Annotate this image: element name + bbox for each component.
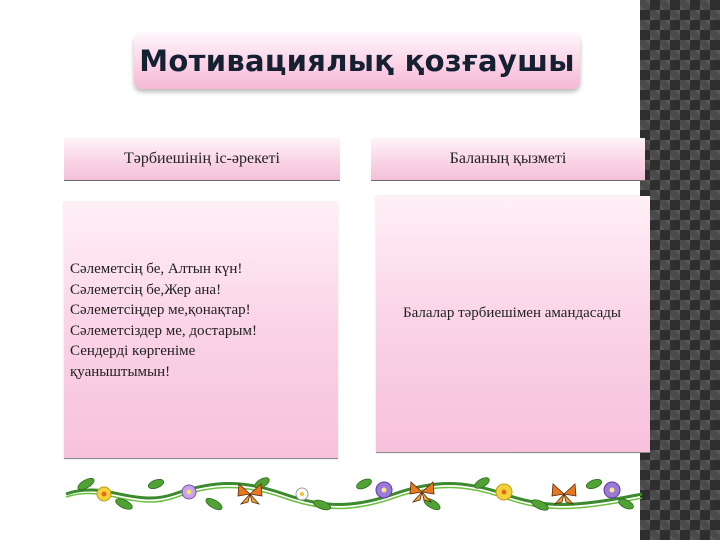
greeting-line: Сәлеметсің бе, Алтын күн! — [70, 261, 243, 277]
left-column-header-label: Тәрбиешінің іс-әрекеті — [123, 150, 280, 167]
right-content-box — [376, 196, 650, 453]
greeting-line: Сәлеметсіздер ме, достарым! — [70, 322, 257, 339]
right-column-header-label: Баланың қызметі — [449, 150, 567, 167]
diamond-pattern-panel — [640, 0, 720, 540]
slide-title: Мотивациялық қозғаушы — [139, 44, 575, 78]
greeting-line: қуаныштымын! — [70, 363, 171, 380]
left-content-box — [64, 202, 338, 459]
left-column-header — [64, 138, 340, 181]
right-column-header — [371, 138, 645, 181]
title-banner — [134, 33, 580, 89]
children-activity-text: Балалар тәрбиешімен амандасады — [403, 305, 621, 321]
greeting-line: Сәлеметсің бе,Жер ана! — [70, 281, 222, 298]
teacher-greeting-text — [70, 259, 332, 382]
flower-vine-border-icon — [64, 472, 644, 516]
greeting-line: Сәлеметсіңдер ме,қонақтар! — [70, 302, 251, 318]
greeting-line: Сендерді көргеніме — [70, 343, 196, 359]
